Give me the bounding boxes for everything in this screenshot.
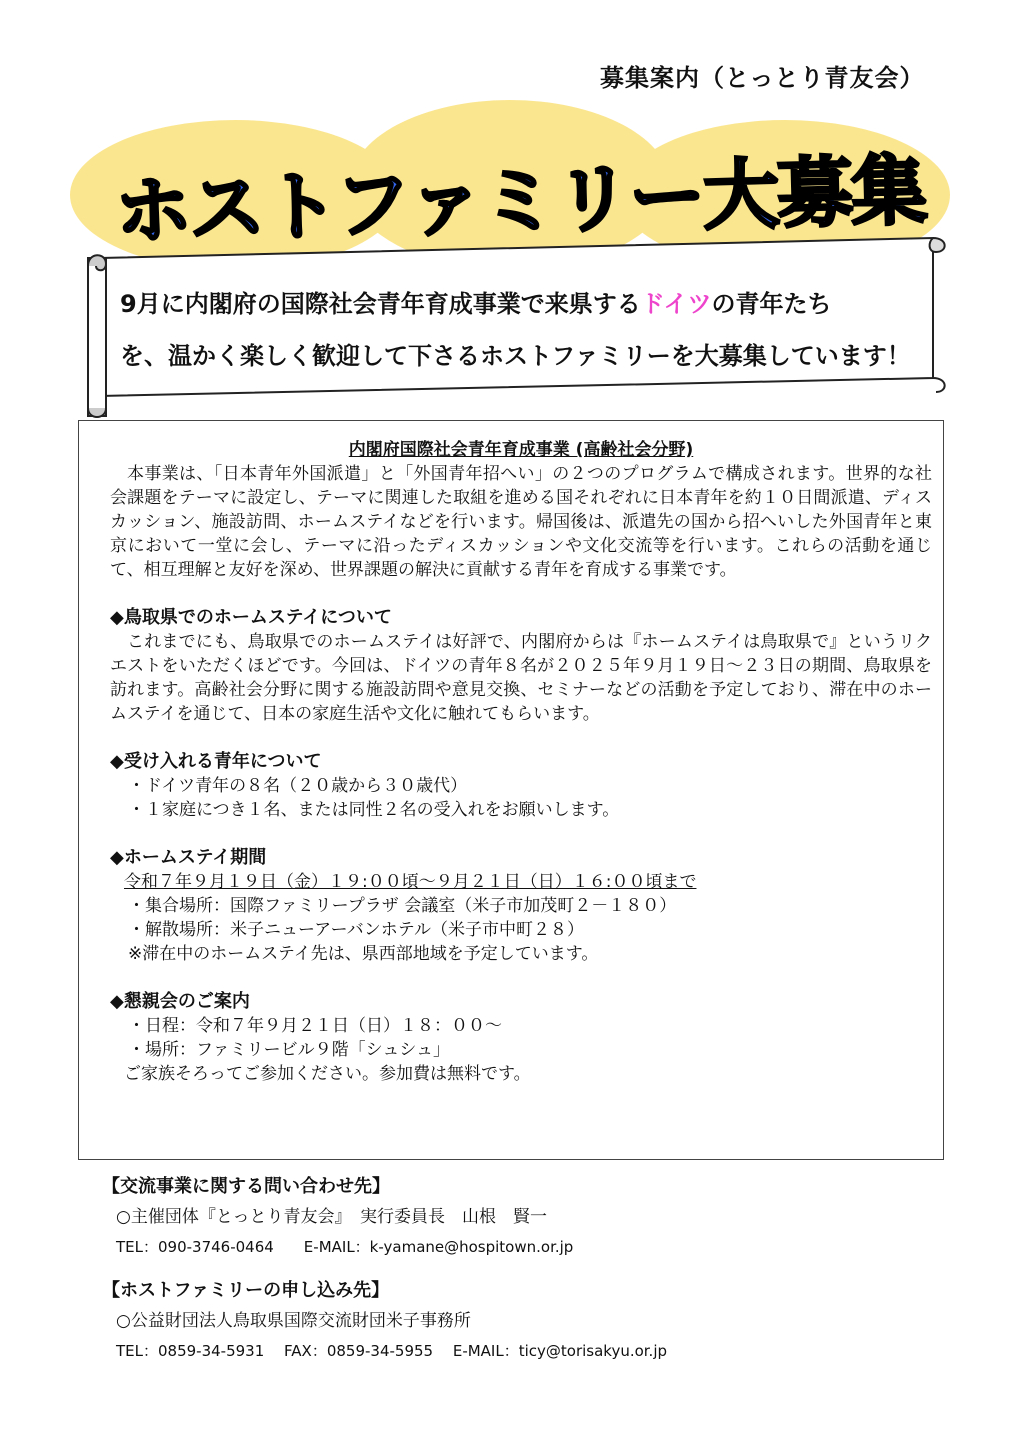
contact-host-heading: 【ホストファミリーの申し込み先】 <box>102 1280 390 1301</box>
party-note: ご家族そろってご参加ください。参加費は無料です。 <box>124 1064 531 1084</box>
contact-host <box>102 1276 862 1366</box>
scroll-banner <box>78 228 948 418</box>
banner-line-1: 9月に内閣府の国際社会青年育成事業で来県するドイツの青年たち <box>120 290 832 318</box>
meeting-place: ・集合場所：国際ファミリープラザ 会議室（米子市加茂町２－１８０） <box>128 896 677 916</box>
contact-host-tel: TEL：0859-34-5931 FAX：0859-34-5955 E-MAIL：ticy@torisakyu.or.jp <box>116 1342 668 1360</box>
contact-host-org: ○公益財団法人鳥取県国際交流財団米子事務所 <box>116 1311 471 1331</box>
period-heading: ◆ホームステイ期間 <box>110 847 267 868</box>
youth-heading: ◆受け入れる青年について <box>110 751 322 772</box>
main-title: ホストファミリー大募集 <box>114 145 927 256</box>
homestay-paragraph: これまでにも、鳥取県でのホームステイは好評で、内閣府からは『ホームステイは鳥取県で』というリクエストをいただくほどです。今回は、ドイツの青年８名が２０２５年９月１９日～２３日の期間、鳥取県を訪れます。高齢社会分野に関する施設訪問や意見交換、セミナーなどの活動を予定しており、滞在中のホームステイを通じて、日本の家庭生活や文化に触れてもらいます。 <box>110 632 932 724</box>
period-note: ※滞在中のホームステイ先は、県西部地域を予定しています。 <box>128 944 599 964</box>
highlight-country: ドイツ <box>640 290 712 318</box>
period-dates: 令和７年９月１９日（金）１９:００頃～９月２１日（日）１６:００頃まで <box>124 872 697 892</box>
youth-item: ・ドイツ青年の８名（２０歳から３０歳代） <box>128 776 468 796</box>
program-title: 内閣府国際社会青年育成事業 (高齢社会分野) <box>348 440 694 460</box>
contact-exchange <box>102 1172 862 1262</box>
homestay-heading: ◆鳥取県でのホームステイについて <box>110 607 392 628</box>
banner-line-2: を、温かく楽しく歓迎して下さるホストファミリーを大募集しています！ <box>120 342 911 370</box>
contact-exchange-org: ○主催団体『とっとり青友会』 実行委員長 山根 賢一 <box>116 1207 547 1227</box>
youth-item: ・１家庭につき１名、または同性２名の受入れをお願いします。 <box>128 800 620 820</box>
party-place: ・場所：ファミリービル９階「シュシュ」 <box>128 1040 450 1060</box>
banner-text <box>120 278 940 382</box>
main-content <box>110 438 932 1086</box>
header-tag: 募集案内（とっとり青友会） <box>600 64 925 92</box>
program-paragraph: 本事業は、「日本青年外国派遣」と「外国青年招へい」の２つのプログラムで構成されます。世界的な社会課題をテーマに設定し、テーマに関連した取組を進める国それぞれに日本青年を約１０日間派遣、ディスカッション、施設訪問、ホームステイなどを行います。帰国後は、派遣先の国から招へいした外国青年と東京において一堂に会し、テーマに沿ったディスカッションや文化交流等を行います。これらの活動を通じて、相互理解と友好を深め、世界課題の解決に貢献する青年を育成する事業です。 <box>110 464 932 580</box>
contact-exchange-tel: TEL：090-3746-0464 E-MAIL：k-yamane@hospitown.or.jp <box>116 1238 574 1256</box>
contact-exchange-heading: 【交流事業に関する問い合わせ先】 <box>102 1176 390 1197</box>
party-date: ・日程：令和７年９月２１日（日）１８：００～ <box>128 1016 502 1036</box>
party-heading: ◆懇親会のご案内 <box>110 991 250 1012</box>
dismissal-place: ・解散場所：米子ニューアーバンホテル（米子市中町２８） <box>128 920 584 940</box>
